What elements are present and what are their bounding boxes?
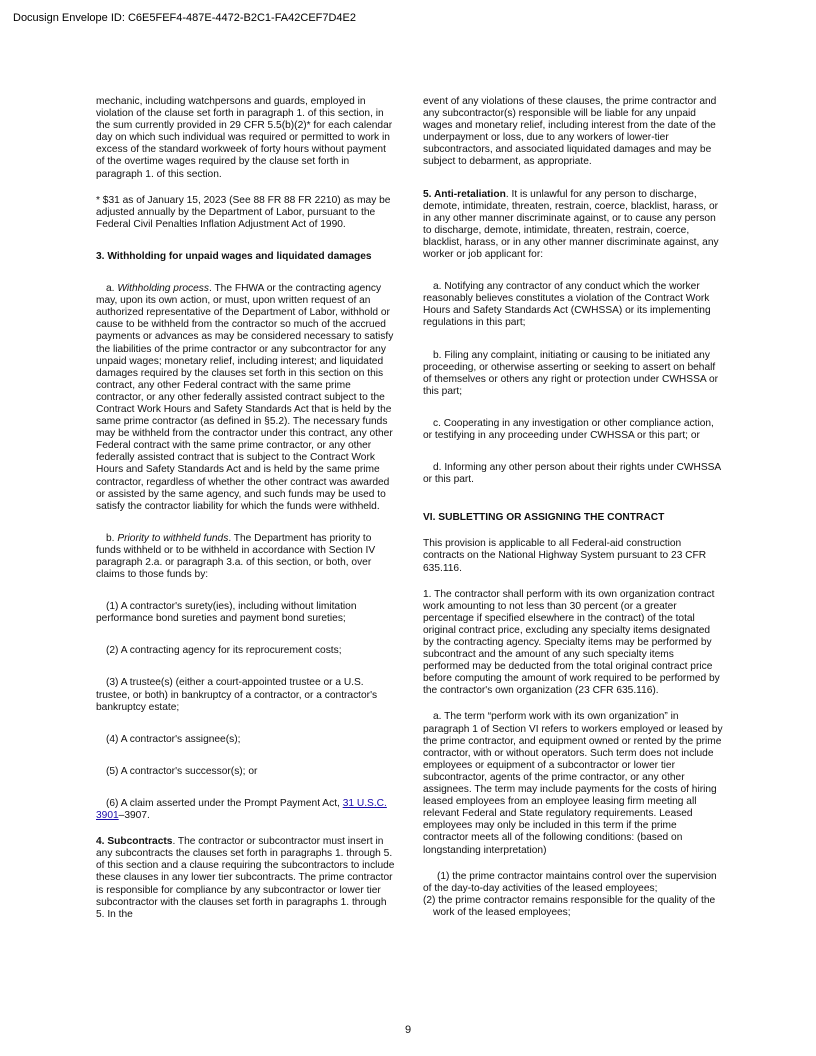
claim-item-5: (5) A contractor's successor(s); or (106, 765, 258, 777)
subletting-item-1: 1. The contractor shall perform with its own organization contract work amounting to not less than 30 percent (or a greater percentage if specified elsewhere in the contract) of the total original contract price, excluding any specialty items designated by the contracting agency. Specialty items may be performed by subcontract and the amount of any such specialty items performed may be deducted from the total original contract price before computing the amount of work required to be performed by the contractor's own organization (23 CFR 635.116). (423, 588, 720, 697)
section-5-heading: 5. Anti-retaliation (423, 188, 506, 200)
withholding-process-label: a. (106, 283, 118, 295)
overtime-penalty-paragraph: mechanic, including watchpersons and guards, employed in violation of the clause set forth in paragraph 1. of this section, in the sum currently provided in 29 CFR 5.5(b)(2)* for each calendar day on which such individual was required or permitted to work in excess of the standard workweek of forty hours without payment of the overtime wages required by the clause set forth in paragraph 1. of this section. (96, 96, 393, 180)
withholding-process-text: . The FHWA or the contracting agency may, upon its own action, or must, upon written request of an authorized representative of the Department of Labor, withhold or cause to be withheld from the contractor so much of the accrued payments or advances as may be considered necessary to satisfy the liabilities of the prime contractor or any subcontractor for any unpaid wages; monetary relief, including interest; and liquidated damages required by the clauses set forth in this section on this contract, any other Federal contract with the same prime contractor, or any other federally assisted contract subject to the Contract Work Hours and Safety Standards Act that is held by the same prime contractor (as defined in §5.2). The necessary funds may be withheld from the contractor under this contract, any other Federal contract with the same prime contractor, or any other federally assisted contract that is subject to the Contract Work Hours and Safety Standards Act and is held by the same prime contractor, regardless of whether the other contract was awarded or assisted by the same agency, and such funds may be used to satisfy the contractor liability for which the funds were withheld. (96, 283, 394, 512)
docusign-envelope-id: Docusign Envelope ID: C6E5FEF4-487E-4472-B2C1-FA42CEF7D4E2 (13, 12, 357, 24)
priority-withheld-funds-paragraph (96, 533, 396, 581)
subletting-item-1a: a. The term “perform work with its own organization” in paragraph 1 of Section VI refers to workers employed or leased by the prime contractor, and equipment owned or rented by the prime contractor, with or without operators. Such term does not include employees or equipment of a subcontractor or lower tier subcontractor, agents of the prime contractor, or any other assignees. The term may include payments for the costs of hiring leased employees from an employee leasing firm meeting all relevant Federal and State regulatory requirements. Leased employees may only be included in this term if the prime contractor meets all of the following conditions: (based on longstanding interpretation) (423, 711, 723, 856)
claim-item-2: (2) A contracting agency for its reprocurement costs; (106, 645, 342, 657)
claim-item-6-post: –3907. (118, 810, 150, 822)
withholding-process-title: Withholding process (117, 283, 209, 295)
retaliation-item-d: d. Informing any other person about their rights under CWHSSA or this part. (423, 462, 721, 486)
right-column (423, 96, 723, 919)
anti-retaliation-text: . It is unlawful for any person to discharge, demote, intimidate, threaten, restrain, coerce, blacklist, harass, or in any other manner discriminate against, or to cause any person to discharge, demote, intimidate, threaten, restrain, coerce, blacklist, harass, or in any other manner discriminate against, any worker or job applicant for: (423, 188, 719, 261)
retaliation-item-c: c. Cooperating in any investigation or other compliance action, or testifying in any proceeding under CWHSSA or this part; or (423, 417, 714, 441)
section-3-heading: 3. Withholding for unpaid wages and liquidated damages (96, 250, 372, 262)
anti-retaliation-paragraph (423, 189, 723, 262)
claim-item-1: (1) A contractor's surety(ies), including without limitation performance bond sureties and payment bond sureties; (96, 601, 357, 625)
section-4-heading: 4. Subcontracts (96, 836, 173, 848)
claim-item-6 (96, 798, 396, 822)
retaliation-item-a: a. Notifying any contractor of any conduct which the worker reasonably believes constitutes a violation of the Contract Work Hours and Safety Standards Act (CWHSSA) or its implementing regulations in this part; (423, 281, 711, 329)
priority-label: b. (106, 532, 118, 544)
condition-2: (2) the prime contractor remains responsible for the quality of the work of the leased employees; (423, 894, 716, 918)
page-number: 9 (404, 1024, 412, 1036)
withholding-process-paragraph (96, 283, 396, 513)
claim-item-3: (3) A trustee(s) (either a court-appointed trustee or a U.S. trustee, or both) in bankruptcy of a contractor, or a contractor's bankruptcy estate; (96, 677, 378, 713)
subcontracts-text: . The contractor or subcontractor must insert in any subcontracts the clauses set forth in paragraphs 1. through 5. of this section and a clause requiring the subcontractors to include these clauses in any lower tier subcontracts. The prime contractor is responsible for compliance by any subcontractor or lower tier subcontractor with the clauses set forth in paragraphs 1. through 5. In the (96, 836, 395, 920)
claim-item-6-pre: (6) A claim asserted under the Prompt Payment Act, (106, 797, 343, 809)
condition-1: (1) the prime contractor maintains control over the supervision of the day-to-day activities of the leased employees; (423, 870, 717, 894)
section-vi-intro: This provision is applicable to all Federal-aid construction contracts on the National Highway System pursuant to 23 CFR 635.116. (423, 538, 707, 574)
priority-text: . The Department has priority to funds withheld or to be withheld in accordance with Section IV paragraph 2.a. or paragraph 3.a. of this section, or both, over claims to those funds by: (96, 532, 376, 581)
penalty-footnote: * $31 as of January 15, 2023 (See 88 FR 88 FR 2210) as may be adjusted annually by the Department of Labor, pursuant to the Federal Civil Penalties Inflation Adjustment Act of 1990. (96, 194, 391, 230)
section-vi-heading: VI. SUBLETTING OR ASSIGNING THE CONTRACT (423, 512, 665, 524)
claim-item-4: (4) A contractor's assignee(s); (106, 733, 241, 745)
usc-3901-link[interactable]: 31 U.S.C. 3901 (96, 797, 387, 822)
retaliation-item-b: b. Filing any complaint, initiating or causing to be initiated any proceeding, or otherwise asserting or seeking to assert on behalf of themselves or others any right or protection under CWHSSA or this part; (423, 349, 719, 397)
left-column (96, 96, 396, 921)
subcontracts-paragraph (96, 836, 396, 921)
violations-continuation-paragraph: event of any violations of these clauses, the prime contractor and any subcontractor(s) responsible will be liable for any unpaid wages and monetary relief, including interest from the date of the underpayment or loss, due to any workers of lower-tier subcontractors, and associated liquidated damages and may be subject to debarment, as appropriate. (423, 96, 717, 168)
priority-title: Priority to withheld funds (117, 532, 229, 544)
